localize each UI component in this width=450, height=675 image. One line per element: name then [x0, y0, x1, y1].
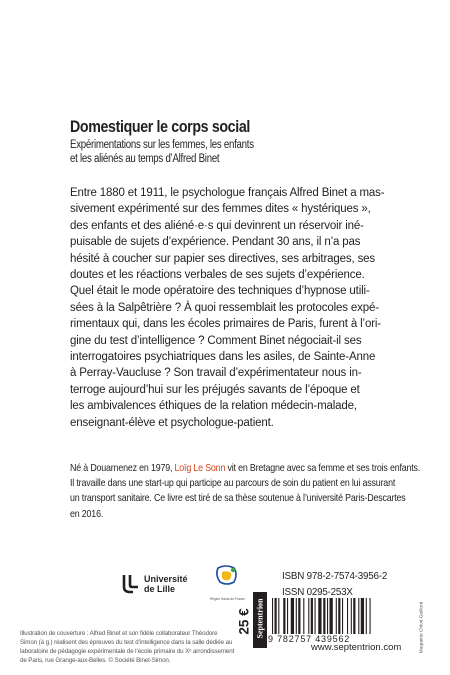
isbn-line: ISBN 978-2-7574-3956-2 — [282, 571, 388, 582]
septentrion-logo — [253, 592, 267, 648]
blurb-line: terroge aujourd’hui sur les préjugés savants de l’époque et — [70, 383, 360, 396]
university-emblem-icon — [122, 574, 140, 594]
cover-illustration-credits — [20, 629, 248, 665]
credits-line: de Paris, rue Grange-aux-Belles. © Société Binet-Simon. — [20, 657, 171, 664]
cover-design-credit — [416, 596, 426, 662]
blurb-line: puisable de sujets d’expérience. Pendant 30 ans, il n’a pas — [70, 236, 361, 249]
bio-line — [70, 461, 421, 476]
author-bio — [70, 461, 421, 522]
blurb-line: sées à la Salpêtrière ? À quoi ressemblait les protocoles expé- — [70, 301, 379, 314]
subtitle-line: Expérimentations sur les femmes, les enfants — [70, 139, 254, 151]
isbn-block — [282, 569, 387, 601]
bio-line: en 2016. — [70, 508, 104, 520]
issn-line: ISSN 0295-253X — [282, 587, 353, 598]
universite-de-lille-logo — [122, 572, 192, 596]
credits-line: laboratoire de pédagogie expérimentale de l’école primaire du Xᵉ arrondissement — [20, 648, 235, 655]
blurb-line: gine du test d’intelligence ? Comment Binet négociait-il ses — [70, 334, 362, 347]
credits-line: Simon (à g.) réalisent des épreuves du test d’intelligence dans la salle dédiée au — [20, 639, 233, 646]
price-tag — [237, 598, 251, 648]
subtitle-line: et les aliénés au temps d’Alfred Binet — [70, 153, 220, 165]
cover-design-credit-text: Maquette Chloé Guilloré — [419, 601, 425, 654]
blurb-line: hésité à coucher sur papier ses directives, ses arbitrages, ses — [70, 252, 376, 265]
bio-text: vit en Bretagne avec sa femme et ses trois enfants. — [225, 463, 421, 474]
blurb-line: des enfants et des aliéné·e·s qui devinrent un réservoir iné- — [70, 219, 364, 232]
book-subtitle — [70, 138, 400, 166]
bio-line: un transport sanitaire. Ce livre est tiré de sa thèse soutenue à l’université Paris-Descartes — [70, 493, 406, 505]
blurb-line: rimentaux qui, dans les écoles primaires de Paris, furent à l’ori- — [70, 318, 381, 331]
barcode-icon — [270, 598, 410, 634]
publisher-website: www.septentrion.com — [311, 642, 402, 653]
university-name — [144, 574, 188, 594]
university-name-line: Université — [144, 574, 188, 584]
region-hauts-de-france-logo-icon — [212, 562, 242, 598]
back-cover-blurb — [70, 185, 388, 431]
blurb-line: enseignant-élève et psychologue-patient. — [70, 416, 274, 429]
bio-text: Né à Douarnenez en 1979, — [70, 463, 175, 474]
blurb-line: à Perray-Vaucluse ? Son travail d’expérimentateur nous in- — [70, 367, 362, 380]
publisher-name: Septentrion — [255, 598, 265, 639]
book-title: Domestiquer le corps social — [70, 118, 250, 136]
author-name: Loïg Le Sonn — [174, 463, 226, 474]
bio-line: Il travaille dans une start-up qui participe au parcours de soin du patient en lui assurant — [70, 478, 396, 490]
blurb-line: Quel était le mode opératoire des techniques d’hypnose utili- — [70, 285, 370, 298]
blurb-line: Entre 1880 et 1911, le psychologue français Alfred Binet a mas- — [70, 187, 385, 199]
price-text: 25 € — [236, 608, 252, 635]
blurb-line: interrogatoires psychiatriques dans les asiles, de Sainte-Anne — [70, 351, 376, 364]
university-name-line: de Lille — [144, 584, 176, 594]
blurb-line: sivement expérimenté sur des femmes dites « hystériques », — [70, 203, 371, 216]
region-logo-caption: Région Hauts-de-France — [210, 597, 245, 601]
barcode-digits: 9 782757 439562 — [268, 634, 351, 644]
blurb-line: les ambivalences éthiques de la relation médecin-malade, — [70, 400, 357, 413]
credits-line: Illustration de couverture : Alfred Binet et son fidèle collaborateur Théodore — [20, 630, 218, 637]
blurb-line: doutes et les réactions verbales de ses sujets d’expérience. — [70, 269, 365, 282]
